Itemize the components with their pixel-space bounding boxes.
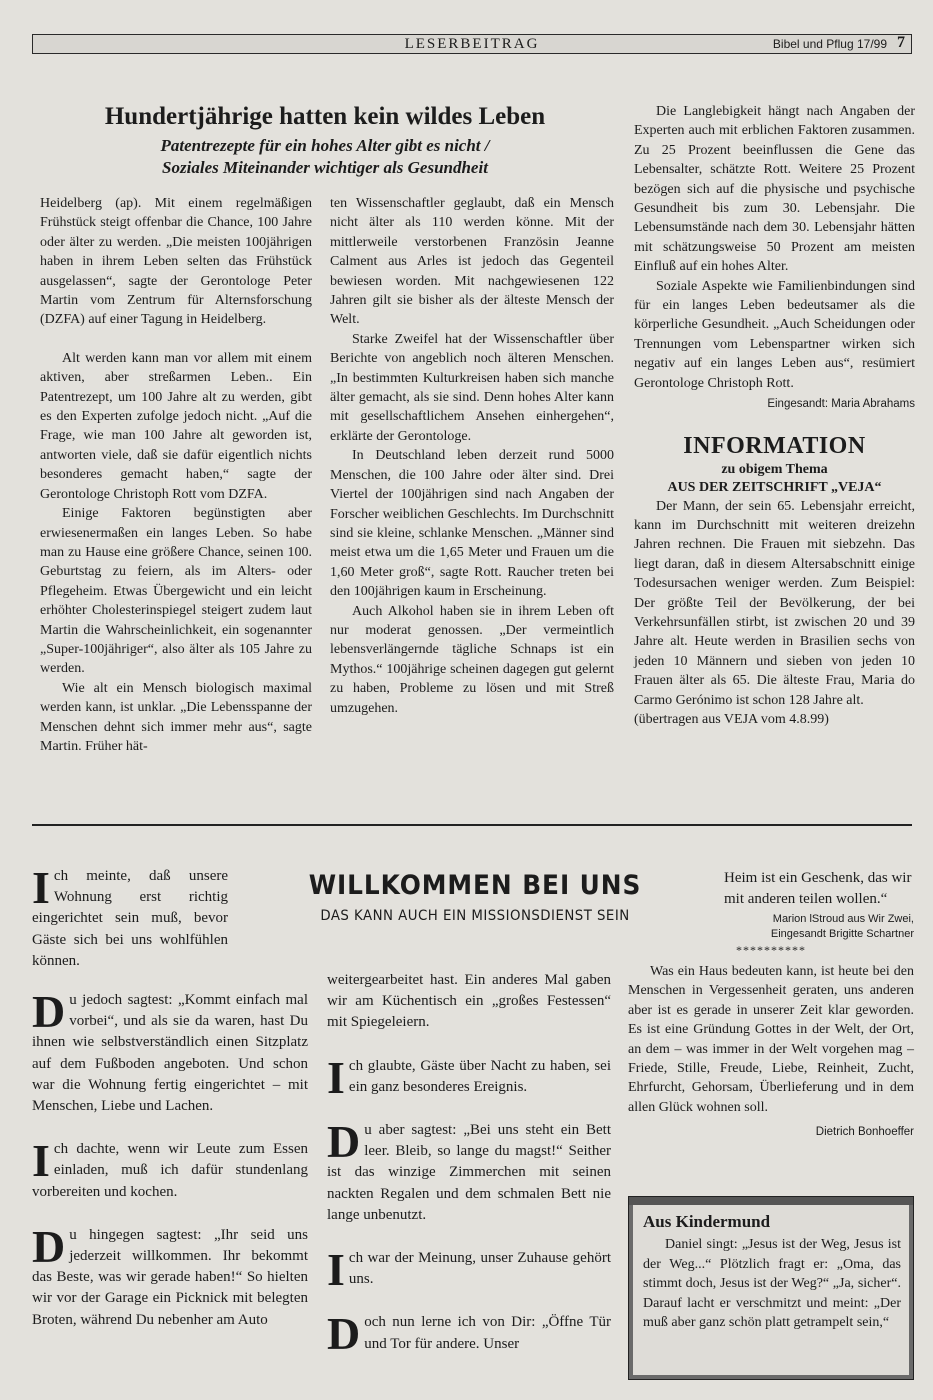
information-source: (übertragen aus VEJA vom 4.8.99) xyxy=(634,711,829,727)
drop-cap: I xyxy=(327,1051,345,1103)
article-column-3 xyxy=(634,102,915,729)
information-title: INFORMATION xyxy=(683,432,866,459)
welcome-paragraph: Ich dachte, wenn wir Leute zum Essen einladen, muß ich dafür stundenlang vorbereiten und kochen. xyxy=(32,1135,308,1200)
kindermund-text xyxy=(643,1235,901,1333)
welcome-paragraph: Doch nun lerne ich von Dir: „Öffne Tür und Tor für andere. Unser xyxy=(327,1308,611,1360)
information-source-heading: AUS DER ZEITSCHRIFT „VEJA“ xyxy=(667,479,882,495)
welcome-closing: Heim ist ein Geschenk, das wir mit anderen teilen wollen.“ xyxy=(724,870,912,907)
page-number: 7 xyxy=(897,34,905,51)
welcome-right-column xyxy=(628,868,914,1143)
article-column-2 xyxy=(330,194,614,718)
welcome-left-column xyxy=(32,986,308,1331)
drop-cap: I xyxy=(32,862,50,913)
welcome-paragraph: Du hingegen sagtest: „Ihr seid uns jederzeit willkommen. Ihr bekommt das Beste, was wir gerade haben!“ So hielten wir vor der Garage ein Picknick mit belegten Broten, während Du nebenher am Auto xyxy=(32,1220,308,1328)
information-text: Der Mann, der sein 65. Lebensjahr erreicht, kann im Durchschnitt mit weiteren dreizehn Jahren rechnen. Die Frauen mit siebzehn. Das liegt daran, daß in diesem Altersabschnitt einige Todesursachen weniger werden. Zum Beispiel: Der größte Teil der Bevölkerung, der bei Verkehrsunfällen stirbt, ist zwischen 20 und 39 Jahre alt. Heute werden in Brasilien sechs von jeden 10 Männern und sieben von jeden 10 Frauen älter als 65. Die älteste Frau, Maria do Carmo Gerónimo ist schon 128 Jahre alt. xyxy=(634,498,915,708)
separator-stars: ********** xyxy=(736,943,806,957)
paragraph: Wie alt ein Mensch biologisch maximal werden kann, ist unklar. „Die Lebensspanne der Menschen dehnt sich immer mehr aus“, sagte Martin. Früher hät- xyxy=(40,680,312,754)
article-subtitle xyxy=(40,135,610,179)
drop-cap: I xyxy=(32,1135,50,1187)
bonhoeffer-quote: Was ein Haus bedeuten kann, ist heute bei den Menschen in Vergessenheit geraten, uns anderen aber ist es gerade in unserer Zeit klar geworden. Es ist eine Gründung Gottes in der Welt, der Ort, an dem – was immer in der Welt vorgehen mag – Friede, Stille, Freude, Liebe, Reinheit, Zucht, Ehrfurcht, Gehorsam, Überlieferung und in dem allen Glück wohnen soll. xyxy=(628,964,914,1115)
drop-cap: D xyxy=(32,986,66,1037)
bonhoeffer-attribution: Dietrich Bonhoeffer xyxy=(815,1126,914,1139)
welcome-intro-column xyxy=(32,862,228,972)
paragraph: Einige Faktoren begünstigten aber erwiesenermaßen ein langes Leben. So habe man zu Hause eine größere Chance, seinen 100. Geburtstag zu feiern, als im Alters- oder Pflegeheim. Etwas Übergewicht und ein leicht erhöhter Cholesterinspiegel steigert zudem laut Martin die Wahrscheinlichkeit, ein sogenannter „Super-100jähriger“, also älter als 105 Jahre zu werden. xyxy=(40,506,312,677)
paragraph: ten Wissenschaftler geglaubt, daß ein Mensch nicht älter als 110 werden könne. Mit der mittlerweile verstorbenen Französin Jeanne Calment aus Arles ist jedoch das Gegenteil bewiesen worden. Mit nachgewiesenen 122 Jahren gilt sie bisher als der älteste Mensch der Welt. xyxy=(330,196,614,328)
paragraph: Soziale Aspekte wie Familienbindungen sind für ein langes Leben bedeutsamer als die körperliche Gesundheit. „Auch Scheidungen oder Trennungen vom Lebenspartner wirken sich negativ auf ein langes Leben aus“, resümiert Gerontologe Christoph Rott. xyxy=(634,278,915,391)
welcome-paragraph: weitergearbeitet hast. Ein anderes Mal gaben wir am Küchentisch ein „großes Festessen“ mit Spiegeleiern. xyxy=(327,972,611,1031)
drop-cap: D xyxy=(327,1116,361,1168)
paragraph: In Deutschland leben derzeit rund 5000 Menschen, die 100 Jahre oder älter sind. Drei Viertel der 100jährigen sind nach Angaben der Forscher weiblichen Geschlechts. Im Durchschnitt sind sie kleine, schlanke Menschen. „Männer sind meist etwa um die 1,65 Meter und Frauen um die 1,60 Meter groß“, sagte Rott. Raucher treten bei den 100jährigen kaum in Erscheinung. xyxy=(330,448,614,600)
welcome-paragraph: Du jedoch sagtest: „Kommt einfach mal vorbei“, und als sie da waren, hast Du ihnen wie selbstverständlich einen Sitzplatz auf dem Fußboden angeboten. Und schon war die Wohnung fertig eingerichtet – mit Menschen, Liebe und Lachen. xyxy=(32,986,308,1115)
welcome-paragraph: Ich war der Meinung, unser Zuhause gehört uns. xyxy=(327,1244,611,1296)
welcome-paragraph: Ich glaubte, Gäste über Nacht zu haben, sei ein ganz besonderes Ereignis. xyxy=(327,1051,611,1103)
paragraph: Die Langlebigkeit hängt nach Angaben der Experten auch mit erblichen Faktoren zusammen. Zu 25 Prozent beeinflussen die Gene das Lebensalter, schätzte Rott. Weitere 25 Prozent bezögen sich auf die physische und psychische Gesundheit bis zum 30. Lebensjahr. Die Lebensumstände nach dem 30. Lebensjahr hätten mit schätzungsweise 50 Prozent am meisten Einfluß auf ein hohes Alter. xyxy=(634,104,915,275)
drop-cap: D xyxy=(327,1308,361,1360)
drop-cap: D xyxy=(32,1220,66,1272)
welcome-paragraph: Du aber sagtest: „Bei uns steht ein Bett leer. Bleib, so lange du magst!“ Seither ist das winzige Zimmerchen mit seinen nackten Regalen und dem schmalen Bett nie lange unbenutzt. xyxy=(327,1116,611,1223)
welcome-title: WILLKOMMEN BEI UNS xyxy=(308,870,642,901)
subtitle-line-1: Patentrezepte für ein hohes Alter gibt es nicht / xyxy=(160,136,490,155)
welcome-middle-column xyxy=(327,970,611,1360)
welcome-subtitle: DAS KANN AUCH EIN MISSIONSDIENST SEIN xyxy=(320,908,630,924)
kindermund-paragraph: Daniel singt: „Jesus ist der Weg, Jesus ist der Weg...“ Plötzlich fragt er: „Oma, das stimmt doch, Jesus ist der Weg?“ „Ja, sicher“. Darauf lacht er verschmitzt und meint: „Der muß aber ganz schön platt getrampelt sein,“ xyxy=(643,1237,901,1331)
paragraph: Alt werden kann man vor allem mit einem aktiven, aber streßarmen Leben.. Ein Patentrezept, um 100 Jahre alt zu werden, gibt es den Experten zufolge jedoch nicht. „Auf die Frage, wie man 100 Jahre alt geworden ist, antworten viele, daß sie dafür eigentlich nichts besonderes gemacht haben,“ sagte der Gerontologe Christoph Rott vom DZFA. xyxy=(40,350,312,502)
paragraph: Starke Zweifel hat der Wissenschaftler über Berichte von angeblich noch älteren Menschen. „In bestimmten Kulturkreisen haben sich manche älter gemacht, als sie sind. Denn hohes Alter kann mit gesellschaftlichem Ansehen einhergehen“, erklärte der Gerontologe. xyxy=(330,331,614,444)
paragraph: Auch Alkohol haben sie in ihrem Leben oft nur moderat genossen. „Der vermeintlich lebensverlängernde tägliche Schnaps ist ein Mythos.“ 100jährige scheinen dagegen gut gelernt zu haben, Probleme zu lösen und mit Streß umzugehen. xyxy=(330,603,614,716)
page-header xyxy=(32,34,912,54)
kindermund-title: Aus Kindermund xyxy=(643,1212,771,1231)
article-column-1 xyxy=(40,194,312,756)
information-subtitle: zu obigem Thema xyxy=(721,461,828,477)
article-title: Hundertjährige hatten kein wildes Leben xyxy=(104,103,546,130)
box-top-rule xyxy=(629,1197,913,1205)
drop-cap: I xyxy=(327,1244,345,1296)
welcome-paragraph: Ich meinte, daß unsere Wohnung erst richtig eingerichtet sein muß, bevor Gäste sich bei uns wohlfühlen können. xyxy=(32,862,228,969)
journal-name: Bibel und Pflug 17/99 xyxy=(772,37,887,51)
paragraph: Heidelberg (ap). Mit einem regelmäßigen Frühstück steigt offenbar die Chance, 100 Jahre oder älter zu werden. „Die meisten 100jährigen haben in ihrem Leben selten das Frühstück ausgelassen“, sagte der Gerontologe Peter Martin vom Zentrum für Alternsforschung (DZFA) auf einer Tagung in Heidelberg. xyxy=(40,196,312,328)
section-divider xyxy=(32,824,912,826)
article-attribution: Eingesandt: Maria Abrahams xyxy=(767,398,915,411)
welcome-attribution: Marion lStroud aus Wir Zwei, Eingesandt Brigitte Schartner xyxy=(770,913,914,940)
kindermund-box xyxy=(628,1196,914,1380)
subtitle-line-2: Soziales Miteinander wichtiger als Gesundheit xyxy=(162,158,488,177)
section-title: LESERBEITRAG xyxy=(404,36,540,52)
